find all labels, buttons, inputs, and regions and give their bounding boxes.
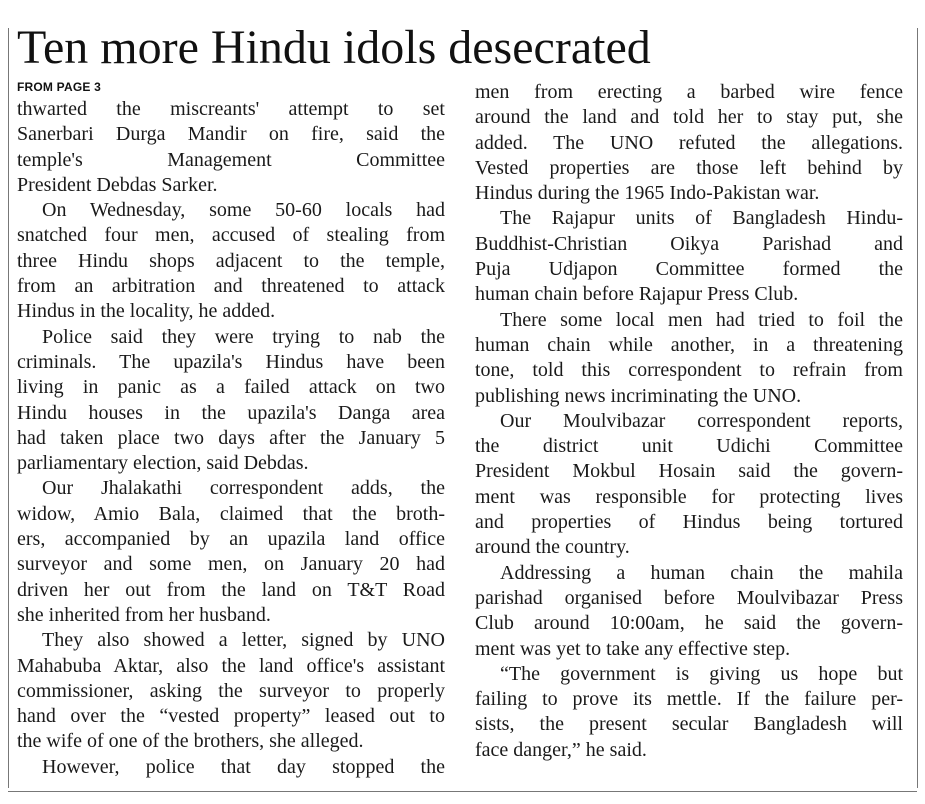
- article-headline: Ten more Hindu idols desecrated: [17, 21, 651, 74]
- text-line: “The government is giving us hope but: [500, 662, 903, 685]
- text-line: driven her out from the land on T&T Road: [17, 578, 445, 601]
- text-line: However, police that day stopped the: [42, 755, 445, 778]
- text-line: President Debdas Sarker.: [17, 173, 218, 196]
- text-line: had taken place two days after the January 5: [17, 426, 445, 449]
- text-line: Our Moulvibazar correspondent reports,: [500, 409, 903, 432]
- text-line: temple's Management Committee: [17, 148, 445, 171]
- text-line: ers, accompanied by an upazila land office: [17, 528, 445, 551]
- article-column-left: [17, 80, 445, 780]
- text-line: They also showed a letter, signed by UNO: [42, 629, 445, 652]
- text-line: Our Jhalakathi correspondent adds, the: [42, 477, 445, 500]
- text-line: criminals. The upazila's Hindus have been: [17, 350, 445, 373]
- text-line: There some local men had tried to foil the: [500, 308, 903, 331]
- text-line: commissioner, asking the surveyor to properly: [17, 679, 445, 702]
- text-line: President Mokbul Hosain said the govern-: [475, 460, 903, 483]
- text-line: men from erecting a barbed wire fence: [475, 81, 903, 103]
- text-line: widow, Amio Bala, claimed that the broth-: [17, 502, 445, 525]
- text-line: face danger,” he said.: [475, 738, 647, 761]
- text-line: sists, the present secular Bangladesh will: [475, 713, 903, 736]
- text-line: parliamentary election, said Debdas.: [17, 452, 309, 475]
- text-line: three Hindu shops adjacent to the temple,: [17, 249, 445, 272]
- text-line: ment was yet to take any effective step.: [475, 637, 791, 660]
- text-line: from an arbitration and threatened to attack: [17, 275, 445, 298]
- text-line: Hindus in the locality, he added.: [17, 300, 276, 323]
- text-line: Police said they were trying to nab the: [42, 325, 445, 348]
- text-line: living in panic as a failed attack on two: [17, 376, 445, 399]
- left-border-rule: [8, 28, 9, 788]
- text-line: and properties of Hindus being tortured: [475, 511, 903, 534]
- left-column-body: [17, 97, 445, 780]
- text-line: the district unit Udichi Committee: [475, 435, 903, 458]
- text-line: publishing news incriminating the UNO.: [475, 384, 802, 407]
- article-column-right: [475, 80, 903, 763]
- text-line: hand over the “vested property” leased out to: [17, 705, 445, 728]
- text-line: Buddhist-Christian Oikya Parishad and: [475, 232, 903, 255]
- right-column-body: [475, 80, 903, 763]
- text-line: failing to prove its mettle. If the failure per-: [475, 688, 903, 711]
- text-line: Sanerbari Durga Mandir on fire, said the: [17, 123, 445, 146]
- text-line: the wife of one of the brothers, she alleged.: [17, 730, 364, 753]
- text-line: snatched four men, accused of stealing from: [17, 224, 445, 247]
- text-line: ment was responsible for protecting lives: [475, 485, 903, 508]
- text-line: Addressing a human chain the mahila: [500, 561, 903, 584]
- text-line: human chain while another, in a threatening: [475, 333, 903, 356]
- text-line: Mahabuba Aktar, also the land office's assistant: [17, 654, 445, 677]
- text-line: surveyor and some men, on January 20 had: [17, 553, 445, 576]
- text-line: Hindu houses in the upazila's Danga area: [17, 401, 445, 424]
- text-line: thwarted the miscreants' attempt to set: [17, 98, 445, 120]
- bottom-border-rule: [8, 791, 917, 792]
- text-line: human chain before Rajapur Press Club.: [475, 283, 799, 306]
- text-line: The Rajapur units of Bangladesh Hindu-: [500, 207, 903, 230]
- right-border-rule: [917, 28, 918, 788]
- text-line: around the land and told her to stay put, she: [475, 106, 903, 129]
- text-line: Vested properties are those left behind by: [475, 156, 903, 179]
- text-line: Hindus during the 1965 Indo-Pakistan war.: [475, 182, 820, 205]
- text-line: added. The UNO refuted the allegations.: [475, 131, 903, 154]
- text-line: Puja Udjapon Committee formed the: [475, 258, 903, 281]
- text-line: she inherited from her husband.: [17, 603, 271, 626]
- text-line: Club around 10:00am, he said the govern-: [475, 612, 903, 635]
- continuation-kicker: FROM PAGE 3: [17, 80, 101, 94]
- text-line: parishad organised before Moulvibazar Press: [475, 586, 903, 609]
- text-line: On Wednesday, some 50-60 locals had: [42, 199, 445, 222]
- text-line: tone, told this correspondent to refrain from: [475, 359, 903, 382]
- text-line: around the country.: [475, 536, 630, 559]
